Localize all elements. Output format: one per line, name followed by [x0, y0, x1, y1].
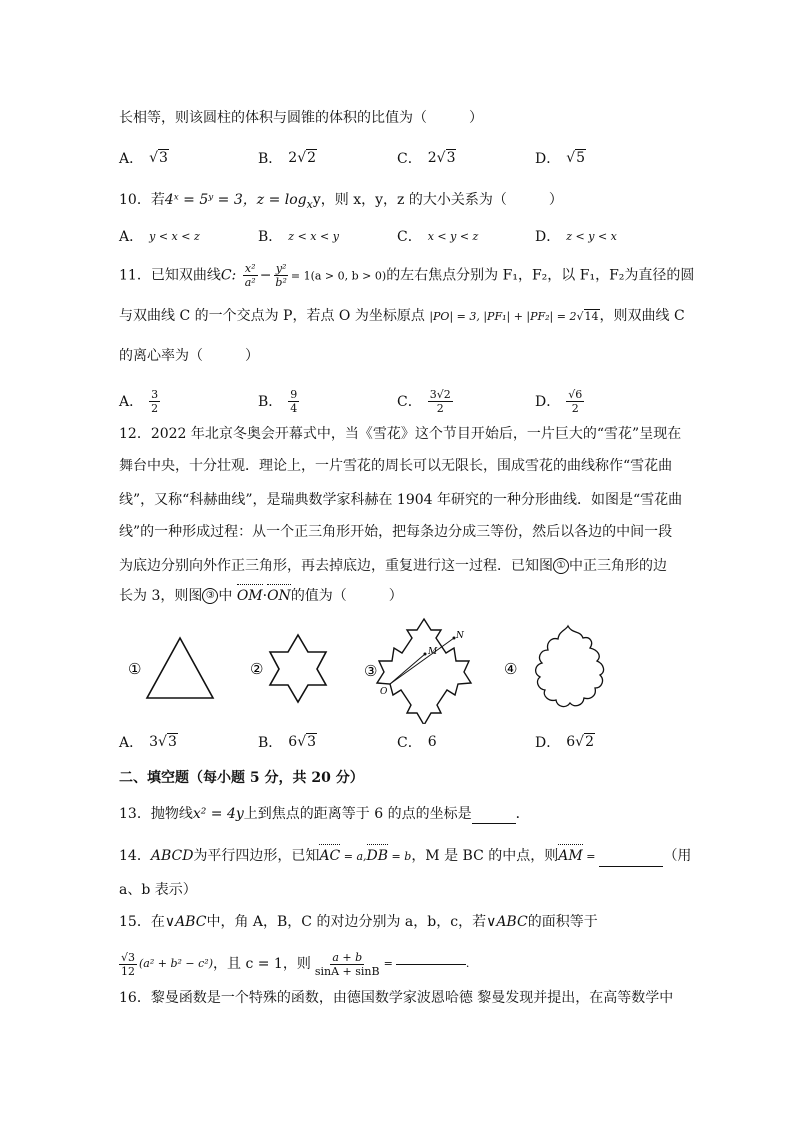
- q10-option-c[interactable]: C． x < y < z: [397, 229, 479, 245]
- q11-option-a[interactable]: A． $\frac{3}{2}$: [119, 387, 159, 415]
- q12-option-d[interactable]: D． 6 √2: [535, 734, 594, 751]
- q16-line1: 16．黎曼函数是一个特殊的函数，由德国数学家波恩哈德 黎曼发现并提出，在高等数学中: [119, 990, 674, 1006]
- label-n: N: [456, 631, 464, 641]
- vector-om: OM: [236, 588, 263, 604]
- q12-line3: 线”，又称“科赫曲线”，是瑞典数学家科赫在 1904 年研究的一种分形曲线．如图是“雪花曲: [119, 492, 683, 508]
- q10-options: [119, 222, 679, 250]
- q15-answer-blank[interactable]: [396, 964, 466, 965]
- fig1-label: ①: [128, 660, 142, 678]
- q11-line1: 11．已知双曲线C: $\frac{\text{x²}}{\text{a²}}$ − $\frac{\text{y²}}{\text{b²}}$ = 1(a > 0, b > 0)的左右焦点分别为 F₁，F₂，以 F₁，F₂为直径的圆: [119, 262, 695, 289]
- q10-option-d[interactable]: D． z < y < x: [535, 229, 617, 245]
- fig4-label: ④: [504, 660, 518, 678]
- q12-line2: 舞台中央，十分壮观．理论上，一片雪花的周长可以无限长，围成雪花的曲线称作“雪花曲: [119, 458, 673, 474]
- fig2-hexagram: [270, 635, 326, 702]
- q11-option-b[interactable]: B． $\frac{9}{4}$: [258, 387, 298, 415]
- q9-options: [119, 144, 679, 172]
- point-m: [424, 653, 427, 656]
- q14-line2: a、b 表示）: [119, 882, 197, 898]
- q11-line2: 与双曲线 C 的一个交点为 P，若点 O 为坐标原点 |PO| = 3, |PF₁| + |PF₂| = 2√14，则双曲线 C: [119, 308, 685, 324]
- q12-option-c[interactable]: C． 6: [397, 734, 437, 751]
- q11-option-d[interactable]: D． $\frac{√6}{2}$: [535, 387, 583, 415]
- q14-answer-blank[interactable]: [599, 866, 663, 867]
- q15-line1: 15．在∨ABC中，角 A，B，C 的对边分别为 a，b，c，若∨ABC的面积等于: [119, 914, 598, 930]
- q15-line2: $\frac{√3}{12}$ (a² + b² − c²) ，且 c = 1，则 $\frac{a + b}{\sin A + \sin B}$ = .: [121, 950, 470, 978]
- q11-options: [119, 384, 679, 418]
- q14-line1: 14．ABCD为平行四边形，已知AC = a,DB = b，M 是 BC 的中点，则AM = （用: [119, 846, 691, 867]
- q12-line5: 为底边分别向外作正三角形，再去掉底边，重复进行这一过程．已知图 ① 中正三角形的边: [119, 558, 667, 574]
- q13-answer-blank[interactable]: [472, 823, 516, 824]
- fig2-label: ②: [250, 660, 264, 678]
- label-o: O: [380, 687, 388, 697]
- fig1-triangle: [147, 638, 213, 698]
- label-m: M: [428, 647, 438, 657]
- q10-line: 10．若4ˣ = 5ʸ = 3，$z = \log_xy$，则 x，y，z 的大小关系为（ ）: [119, 192, 563, 211]
- q9-line: 长相等，则该圆柱的体积与圆锥的体积的比值为（ ）: [119, 110, 483, 126]
- koch-figures: [0, 614, 794, 724]
- q12-line4: 线”的一种形成过程：从一个正三角形开始，把每条边分成三等份，然后以各边的中间一段: [119, 524, 673, 540]
- q12-line6: 长为 3，则图 ③ 中 OM·ON的值为（ ）: [119, 588, 403, 604]
- q12-line1: 12．2022 年北京冬奥会开幕式中，当《雪花》这个节目开始后，一片巨大的“雪花”呈现在: [119, 426, 682, 442]
- q12-option-a[interactable]: A． 3 √3: [119, 734, 177, 751]
- q9-option-a[interactable]: A． √3: [119, 150, 168, 167]
- q9-option-b[interactable]: B． 2 √2: [258, 150, 317, 167]
- q11-option-c[interactable]: C． $\frac{3√2}{2}$: [397, 387, 451, 415]
- q9-option-d[interactable]: D． √5: [535, 150, 586, 167]
- q12-option-b[interactable]: B． 6 √3: [258, 734, 317, 751]
- vector-on-line: [390, 638, 454, 684]
- q10-option-a[interactable]: A． y < x < z: [119, 229, 200, 245]
- fig3-label: ③: [364, 662, 378, 680]
- vector-on: ON: [267, 588, 291, 604]
- q9-option-c[interactable]: C． 2 √3: [397, 150, 456, 167]
- vector-om-line: [390, 654, 425, 684]
- fig4-koch: [536, 626, 604, 707]
- q11-line3: 的离心率为（ ）: [119, 348, 259, 364]
- section-title: 二、填空题（每小题 5 分，共 20 分）: [119, 770, 364, 786]
- q12-options: [119, 728, 679, 756]
- q13-line: 13．抛物线x² = 4y上到焦点的距离等于 6 的点的坐标是 ．: [119, 806, 530, 822]
- q10-option-b[interactable]: B． z < x < y: [258, 229, 339, 245]
